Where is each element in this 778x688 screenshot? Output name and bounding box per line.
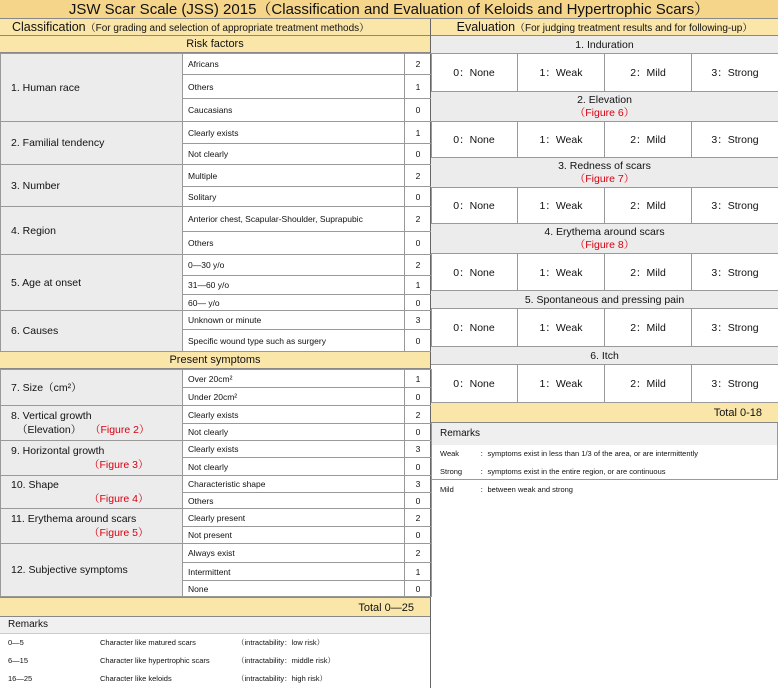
- figure-reference: （Figure 2）: [95, 423, 150, 436]
- table-row: [1, 122, 432, 144]
- option-text: Others: [183, 232, 405, 255]
- evaluation-remarks: [431, 423, 778, 494]
- criterion-name: 7. Size（cm²）: [11, 382, 82, 394]
- criterion-label: [1, 509, 183, 544]
- option-score: 0: [405, 493, 432, 509]
- evaluation-item-heading: [431, 224, 778, 254]
- remark-row: [432, 463, 777, 481]
- remark-range: 0—5: [8, 638, 24, 647]
- remark-range: 16—25: [8, 674, 33, 683]
- grade-cell: 3：Strong: [691, 188, 778, 223]
- grade-cell: 2：Mild: [604, 365, 691, 402]
- classification-header-sub: （For grading and selection of appropriate treatment methods）: [85, 23, 370, 34]
- criterion-label: [1, 54, 183, 122]
- classification-panel: [0, 19, 431, 688]
- risk-factors-table: [0, 53, 432, 352]
- figure-reference: （Figure 5）: [89, 526, 149, 539]
- option-score: 2: [405, 165, 432, 187]
- option-score: 2: [405, 406, 432, 424]
- option-text: Under 20cm²: [183, 388, 405, 406]
- evaluation-item-heading: [431, 291, 778, 309]
- option-text: Caucasians: [183, 99, 405, 122]
- option-score: 0: [405, 295, 432, 311]
- criterion-sub: [11, 525, 177, 540]
- option-score: 1: [405, 563, 432, 581]
- option-text: Anterior chest, Scapular-Shoulder, Suprapubic: [183, 207, 405, 232]
- option-score: 1: [405, 122, 432, 144]
- criterion-name: 1. Human race: [11, 81, 80, 94]
- option-score: 2: [405, 544, 432, 563]
- grade-cell: 2：Mild: [604, 188, 691, 223]
- grade-cell: 2：Mild: [604, 54, 691, 91]
- evaluation-grade-row: [431, 365, 778, 403]
- option-score: 0: [405, 458, 432, 476]
- grade-cell: 3：Strong: [691, 54, 778, 91]
- option-text: 60— y/o: [183, 295, 405, 311]
- option-score: 2: [405, 255, 432, 276]
- option-text: None: [183, 581, 405, 597]
- option-text: Solitary: [183, 187, 405, 207]
- evaluation-grade-row: [431, 122, 778, 158]
- evaluation-remarks-title: Remarks: [432, 423, 777, 445]
- table-row: [1, 54, 432, 75]
- grade-cell: 1：Weak: [517, 122, 604, 157]
- table-row: [1, 165, 432, 187]
- criterion-name: 11. Erythema around scars: [11, 512, 137, 525]
- criterion-sub: [11, 422, 177, 437]
- classification-remarks: [0, 634, 430, 688]
- table-row: [1, 544, 432, 563]
- option-text: Others: [183, 493, 405, 509]
- remark-row: [432, 481, 777, 499]
- grade-cell: 2：Mild: [604, 254, 691, 290]
- evaluation-header-sub: （For judging treatment results and for following-up）: [515, 23, 753, 34]
- table-row: [1, 406, 432, 424]
- option-score: 2: [405, 509, 432, 527]
- option-score: 0: [405, 187, 432, 207]
- table-row: [1, 311, 432, 330]
- figure-reference: （Figure 6）: [574, 107, 635, 119]
- present-symptoms-table: [0, 369, 432, 597]
- evaluation-grade-row: [431, 254, 778, 291]
- criterion-name: 8. Vertical growth: [11, 409, 92, 422]
- option-text: 31—60 y/o: [183, 276, 405, 295]
- criterion-label: [1, 207, 183, 255]
- remark-key: Strong: [440, 467, 463, 476]
- remark-description: Character like matured scars: [100, 638, 196, 647]
- grade-cell: 1：Weak: [517, 309, 604, 346]
- risk-factors-band: Risk factors: [0, 36, 430, 53]
- remark-row: [0, 634, 430, 652]
- option-text: Clearly exists: [183, 441, 405, 458]
- option-text: Not clearly: [183, 458, 405, 476]
- criterion-label: [1, 122, 183, 165]
- option-text: Always exist: [183, 544, 405, 563]
- grade-cell: 3：Strong: [691, 309, 778, 346]
- remark-key: Mild: [440, 485, 454, 494]
- evaluation-item-label: 6. Itch: [590, 350, 619, 362]
- figure-reference: （Figure 4）: [89, 492, 149, 505]
- option-score: 2: [405, 54, 432, 75]
- grade-cell: 3：Strong: [691, 365, 778, 402]
- criterion-name: 9. Horizontal growth: [11, 444, 105, 457]
- evaluation-item-heading: [431, 347, 778, 365]
- criterion-label: [1, 165, 183, 207]
- remark-text: ：between weak and strong: [480, 485, 573, 494]
- grade-cell: 1：Weak: [517, 365, 604, 402]
- grade-cell: 0：None: [453, 134, 495, 146]
- grade-cell: 0：None: [453, 378, 495, 390]
- option-score: 1: [405, 75, 432, 99]
- option-score: 3: [405, 476, 432, 493]
- criterion-label: [1, 311, 183, 352]
- remark-row: [0, 652, 430, 670]
- table-row: [1, 441, 432, 458]
- figure-reference: （Figure 3）: [89, 458, 149, 471]
- evaluation-total: Total 0-18: [431, 403, 778, 423]
- criterion-name: 10. Shape: [11, 478, 59, 491]
- option-score: 1: [405, 276, 432, 295]
- evaluation-item-label: 2. Elevation: [577, 94, 632, 106]
- table-row: [1, 370, 432, 388]
- option-score: 1: [405, 370, 432, 388]
- table-row: [1, 476, 432, 493]
- evaluation-panel: [431, 19, 778, 495]
- remark-risk: （intractability：low risk）: [237, 638, 325, 647]
- option-score: 0: [405, 99, 432, 122]
- criterion-label: [1, 441, 183, 476]
- grade-cell: 2：Mild: [604, 122, 691, 157]
- grade-cell: 1：Weak: [517, 188, 604, 223]
- option-text: Not present: [183, 527, 405, 544]
- option-text: Clearly exists: [183, 122, 405, 144]
- evaluation-grade-row: [431, 54, 778, 92]
- remark-risk: （intractability：high risk）: [237, 674, 328, 683]
- criterion-sub: [11, 457, 177, 472]
- evaluation-item-label: 5. Spontaneous and pressing pain: [524, 294, 685, 306]
- figure-reference: （Figure 8）: [574, 239, 635, 251]
- evaluation-item-label: 1. Induration: [575, 39, 634, 51]
- grade-cell: 3：Strong: [691, 254, 778, 290]
- table-row: [1, 207, 432, 232]
- evaluation-item-heading: [431, 36, 778, 54]
- criterion-label: [1, 476, 183, 509]
- option-score: 3: [405, 311, 432, 330]
- grade-cell: 1：Weak: [517, 54, 604, 91]
- evaluation-remarks-list: [432, 445, 777, 499]
- option-text: Not clearly: [183, 144, 405, 165]
- criterion-label: [1, 255, 183, 311]
- evaluation-item-heading: [431, 158, 778, 188]
- criterion-name: 6. Causes: [11, 325, 59, 337]
- criterion-name: 4. Region: [11, 224, 56, 237]
- evaluation-item-heading: [431, 92, 778, 122]
- evaluation-header: [431, 19, 778, 36]
- criterion-label: [1, 406, 183, 441]
- criterion-label: [1, 370, 183, 406]
- option-score: 0: [405, 330, 432, 352]
- evaluation-header-title: Evaluation: [456, 20, 516, 34]
- figure-reference: （Figure 7）: [574, 173, 635, 185]
- option-text: Not clearly: [183, 424, 405, 441]
- option-text: Intermittent: [183, 563, 405, 581]
- evaluation-items: [431, 36, 778, 403]
- classification-remarks-title: Remarks: [0, 617, 430, 634]
- option-text: Characteristic shape: [183, 476, 405, 493]
- page-title: JSW Scar Scale (JSS) 2015（Classification and Evaluation of Keloids and Hypertrophic Scars）: [0, 0, 778, 19]
- grade-cell: 0：None: [453, 200, 495, 212]
- option-text: Africans: [183, 54, 405, 75]
- option-score: 0: [405, 424, 432, 441]
- criterion-sub: [11, 491, 177, 506]
- table-row: [1, 255, 432, 276]
- classification-total: Total 0—25: [0, 597, 430, 617]
- option-text: Specific wound type such as surgery: [183, 330, 405, 352]
- option-score: 0: [405, 232, 432, 255]
- grade-cell: 1：Weak: [517, 254, 604, 290]
- option-score: 3: [405, 441, 432, 458]
- option-score: 0: [405, 388, 432, 406]
- option-text: Clearly exists: [183, 406, 405, 424]
- remark-key: Weak: [440, 449, 460, 458]
- remark-range: 6—15: [8, 656, 29, 665]
- remark-risk: （intractability：middle risk）: [237, 656, 335, 665]
- remark-text: ：symptoms exist in less than 1/3 of the area, or are intermittently: [480, 449, 699, 458]
- grade-cell: 0：None: [453, 67, 495, 79]
- option-score: 0: [405, 581, 432, 597]
- table-row: [1, 509, 432, 527]
- classification-header: [0, 19, 430, 36]
- option-score: 0: [405, 144, 432, 165]
- present-symptoms-band: Present symptoms: [0, 352, 430, 369]
- evaluation-grade-row: [431, 188, 778, 224]
- grade-cell: 0：None: [453, 322, 495, 334]
- criterion-name: 3. Number: [11, 179, 61, 192]
- evaluation-grade-row: [431, 309, 778, 347]
- classification-header-title: Classification: [12, 20, 86, 34]
- option-text: Multiple: [183, 165, 405, 187]
- remark-row: [432, 445, 777, 463]
- option-text: 0—30 y/o: [183, 255, 405, 276]
- option-text: Over 20cm²: [183, 370, 405, 388]
- grade-cell: 3：Strong: [691, 122, 778, 157]
- option-score: 2: [405, 207, 432, 232]
- criterion-name: 5. Age at onset: [11, 276, 82, 289]
- remark-row: [0, 670, 430, 688]
- remark-description: Character like hypertrophic scars: [100, 656, 210, 665]
- option-text: Clearly present: [183, 509, 405, 527]
- option-score: 0: [405, 527, 432, 544]
- criterion-name: 2. Familial tendency: [11, 137, 105, 149]
- evaluation-item-label: 4. Erythema around scars: [544, 226, 665, 238]
- criterion-label: [1, 544, 183, 597]
- criterion-sub-label: （Elevation）: [17, 423, 82, 436]
- option-text: Others: [183, 75, 405, 99]
- remark-description: Character like keloids: [100, 674, 172, 683]
- criterion-name: 12. Subjective symptoms: [11, 564, 128, 576]
- grade-cell: 2：Mild: [604, 309, 691, 346]
- remark-text: ：symptoms exist in the entire region, or are continuous: [480, 467, 666, 476]
- option-text: Unknown or minute: [183, 311, 405, 330]
- grade-cell: 0：None: [453, 266, 495, 279]
- evaluation-item-label: 3. Redness of scars: [558, 160, 651, 172]
